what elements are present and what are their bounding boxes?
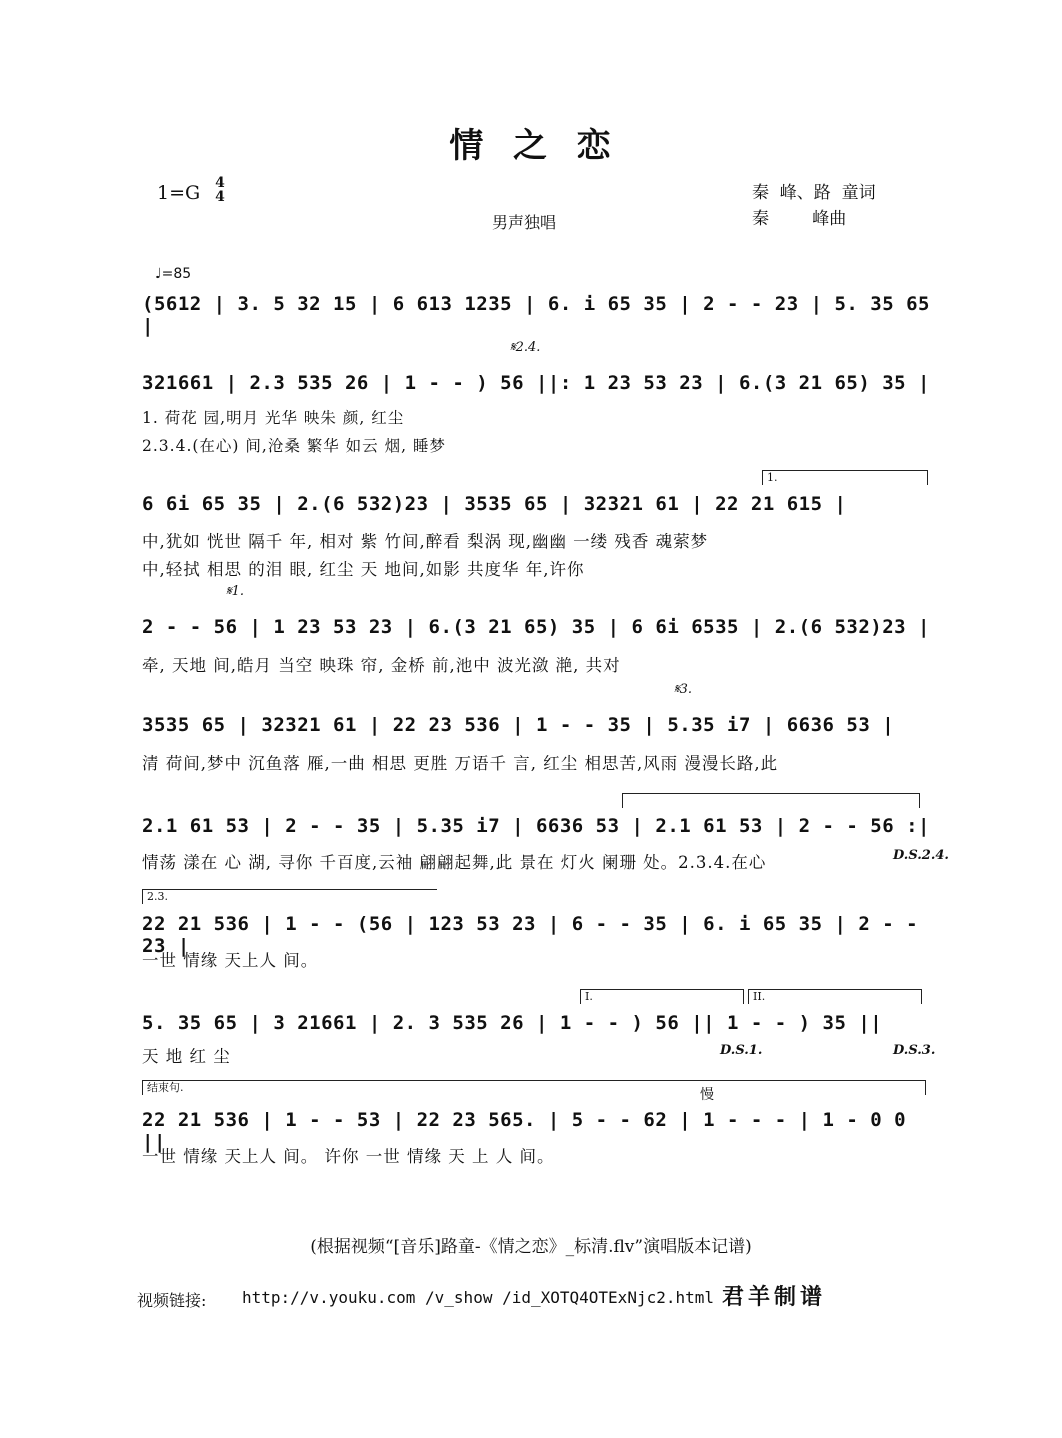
lyric-line-9: 一世 情缘 天上人 间。 许你 一世 情缘 天 上 人 间。	[142, 1147, 555, 1166]
transcriber-signature: 君羊制谱	[722, 1284, 827, 1310]
segno-mark: 𝄋2.4.	[510, 340, 541, 355]
time-sig-bottom: 4	[215, 189, 225, 205]
voice-type: 男声独唱	[492, 213, 557, 232]
video-link-label: 视频链接:	[137, 1291, 207, 1310]
time-signature	[213, 176, 227, 204]
lyric-line-8: 天 地 红 尘	[142, 1047, 231, 1066]
lyric-line-2-verse-2: 2.3.4.(在心) 间,沧桑 繁华 如云 烟, 睡梦	[142, 437, 446, 455]
lyric-line-2-verse-1: 1. 荷花 园,明月 光华 映朱 颜, 红尘	[142, 409, 405, 427]
source-note: (根据视频“[音乐]路童-《情之恋》_标清.flv”演唱版本记谱)	[310, 1237, 752, 1257]
lyric-line-7: 一世 情缘 天上人 间。	[142, 951, 319, 970]
volta-bracket: 2.3.	[142, 889, 437, 904]
tempo-slow-mark: 慢	[700, 1087, 714, 1103]
score-line-5: 3535 65 | 32321 61 | 22 23 536 | 1 - - 35 | 5.35 i7 | 6636 53 |	[142, 714, 895, 736]
lyric-line-3-verse-2: 中,轻拭 相思 的泪 眼, 红尘 天 地间,如影 共度华 年,许你	[142, 560, 585, 579]
lyric-line-3-verse-1: 中,犹如 恍世 隔千 年, 相对 紫 竹间,醉看 梨涡 现,幽幽 一缕 残香 魂萦梦	[142, 532, 709, 551]
dal-segno-mark: D.S.1.	[720, 1043, 763, 1058]
score-line-9: 22 21 536 | 1 - - 53 | 22 23 565. | 5 - - 62 | 1 - - - | 1 - 0 0 ||	[142, 1109, 907, 1153]
dal-segno-mark: D.S.3.	[893, 1043, 936, 1058]
composer-credit: 秦 峰曲	[752, 209, 847, 229]
lyric-line-5: 清 荷间,梦中 沉鱼落 雁,一曲 相思 更胜 万语千 言, 红尘 相思苦,风雨 漫漫长路,此	[142, 754, 779, 773]
score-line-8: 5. 35 65 | 3 21661 | 2. 3 535 26 | 1 - - ) 56 || 1 - - ) 35 ||	[142, 1012, 883, 1034]
score-line-7: 22 21 536 | 1 - - (56 | 123 53 23 | 6 - - 35 | 6. i 65 35 | 2 - - 23 |	[142, 913, 919, 957]
volta-bracket	[622, 793, 920, 808]
song-title: 情 之 恋	[449, 126, 613, 166]
lyric-line-6: 情荡 漾在 心 湖, 寻你 千百度,云袖 翩翩起舞,此 景在 灯火 阑珊 处。2.3.4.在心	[142, 853, 767, 872]
score-line-2: 321661 | 2.3 535 26 | 1 - - ) 56 ||: 1 23 53 23 | 6.(3 21 65) 35 |	[142, 372, 930, 394]
coda-bracket: 结束句.	[142, 1080, 926, 1095]
volta-bracket: II.	[748, 989, 922, 1004]
score-line-6: 2.1 61 53 | 2 - - 35 | 5.35 i7 | 6636 53 | 2.1 61 53 | 2 - - 56 :|	[142, 815, 930, 837]
time-sig-top: 4	[215, 175, 225, 191]
volta-bracket: 1.	[762, 470, 928, 485]
video-link[interactable]: http://v.youku.com /v_show /id_XOTQ4OTExNjc2.html	[242, 1288, 715, 1307]
segno-mark: 𝄋3.	[674, 682, 692, 697]
lyricist-credit: 秦 峰、路 童词	[752, 183, 876, 203]
volta-bracket: I.	[580, 989, 744, 1004]
score-line-4: 2 - - 56 | 1 23 53 23 | 6.(3 21 65) 35 | 6 6i 6535 | 2.(6 532)23 |	[142, 616, 930, 638]
key-signature: 1=G	[157, 182, 201, 204]
dal-segno-mark: D.S.2.4.	[893, 848, 949, 863]
score-line-1: (5612 | 3. 5 32 15 | 6 613 1235 | 6. i 65 35 | 2 - - 23 | 5. 35 65 |	[142, 293, 930, 337]
lyric-line-4: 牵, 天地 间,皓月 当空 映珠 帘, 金桥 前,池中 波光潋 滟, 共对	[142, 656, 621, 675]
segno-mark: 𝄋1.	[226, 584, 244, 599]
tempo-marking: ♩=85	[155, 266, 192, 282]
score-line-3: 6 6i 65 35 | 2.(6 532)23 | 3535 65 | 32321 61 | 22 21 615 |	[142, 493, 847, 515]
